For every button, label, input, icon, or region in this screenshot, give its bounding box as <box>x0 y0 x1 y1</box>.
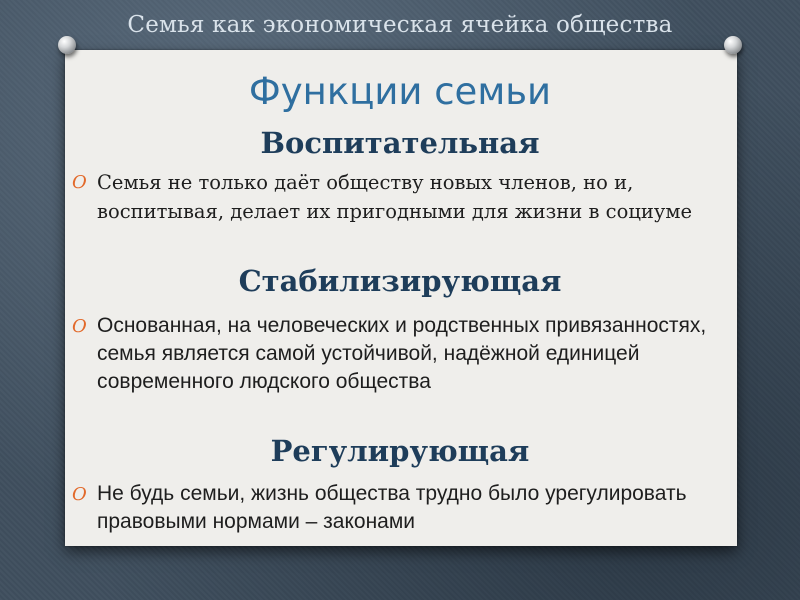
bullet-text: Основанная, на человеческих и родственных привязанностях, семья является самой устойчивой, надёжной единицей современного людского общества <box>97 314 707 393</box>
bullet-marker-icon: O <box>72 316 87 337</box>
bullet-regulating <box>72 480 712 536</box>
bullet-marker-icon: O <box>72 172 87 193</box>
bullet-marker-icon: O <box>72 484 87 505</box>
section-title-upbringing: Воспитательная <box>260 126 540 160</box>
bullet-text: Семья не только даёт обществу новых членов, но и, воспитывая, делает их пригодными для жизни в социуме <box>97 171 693 223</box>
slide-card <box>65 50 737 546</box>
pin-right-icon <box>724 36 742 54</box>
bullet-stabilizing <box>72 312 712 396</box>
section-title-regulating: Регулирующая <box>270 434 530 468</box>
top-title: Семья как экономическая ячейка общества <box>127 12 673 38</box>
bullet-upbringing <box>72 168 712 226</box>
slide-heading: Функции семьи <box>248 70 552 113</box>
pin-left-icon <box>58 36 76 54</box>
bullet-text: Не будь семьи, жизнь общества трудно было урегулировать правовыми нормами – законами <box>97 482 687 533</box>
section-title-stabilizing: Стабилизирующая <box>238 264 562 298</box>
